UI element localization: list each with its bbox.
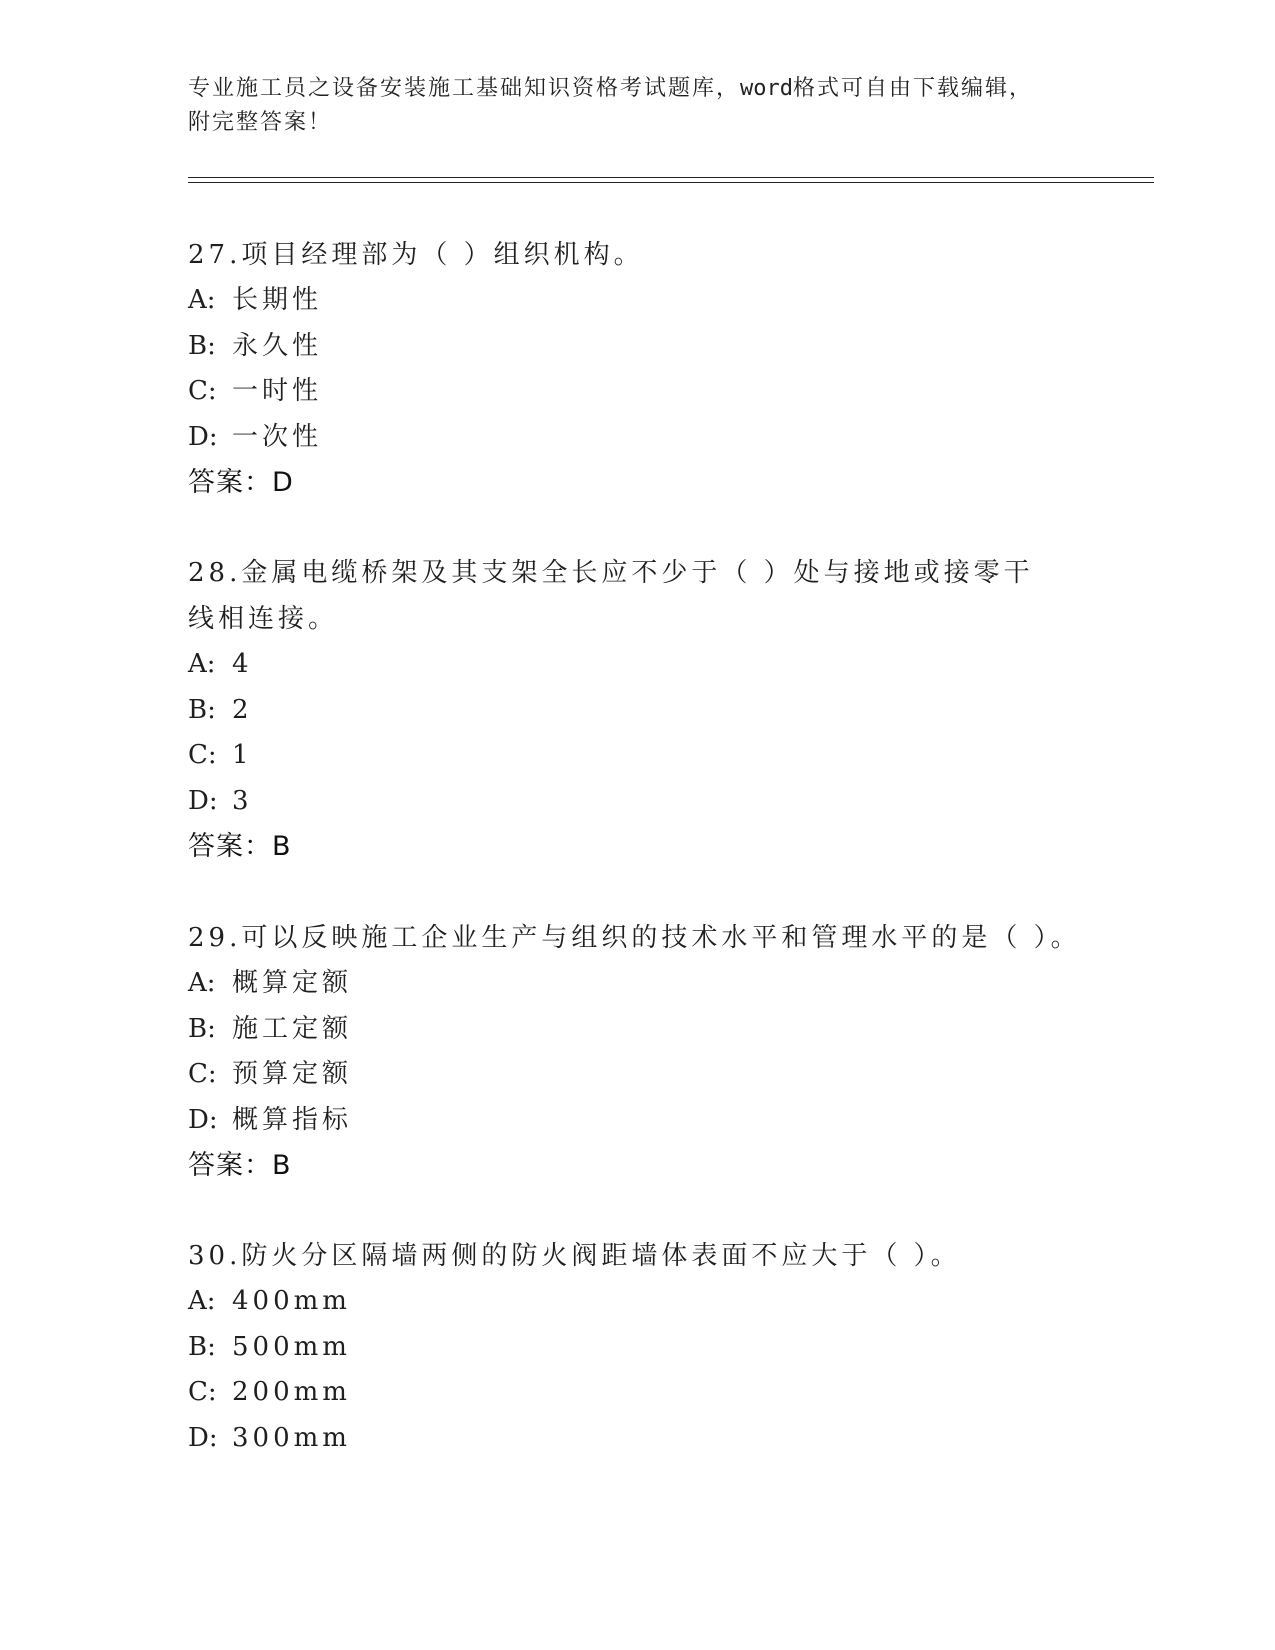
document-header (188, 72, 1068, 140)
option-text: 永久性 (232, 330, 323, 361)
option-a (188, 642, 1088, 688)
option-text: 1 (232, 740, 253, 770)
option-letter: B: (188, 694, 216, 725)
option-text: 200mm (232, 1377, 351, 1407)
question-29 (188, 915, 1088, 1189)
option-letter: D: (188, 421, 218, 452)
option-letter: C: (188, 376, 217, 406)
question-text: 30.防火分区隔墙两侧的防火阀距墙体表面不应大于（ ）。 (188, 1241, 961, 1271)
header-divider-top (188, 177, 1154, 178)
header-line-1 (188, 72, 1068, 106)
option-c (188, 1052, 1088, 1098)
question-28 (188, 550, 1088, 870)
question-text: 29.可以反映施工企业生产与组织的技术水平和管理水平的是（ ）。 (188, 923, 1081, 953)
option-text: 500mm (232, 1331, 351, 1362)
option-letter: A: (188, 649, 216, 679)
option-c (188, 1370, 1088, 1416)
option-text: 300mm (232, 1422, 351, 1453)
question-text: 28.金属电缆桥架及其支架全长应不少于（ ）处与接地或接零干线相连接。 (188, 558, 1034, 634)
option-letter: B: (188, 1013, 216, 1044)
option-d (188, 779, 1088, 825)
option-c (188, 369, 1088, 415)
option-text: 3 (232, 785, 253, 816)
question-30 (188, 1233, 1088, 1461)
answer: 答案：B (188, 1150, 292, 1181)
option-letter: C: (188, 1377, 217, 1407)
header-text-b: 格式可自由下载编辑， (793, 76, 1034, 101)
option-b (188, 1325, 1088, 1371)
option-text: 2 (232, 694, 253, 725)
option-d (188, 1098, 1088, 1144)
option-text: 预算定额 (232, 1059, 353, 1089)
option-letter: D: (188, 1422, 218, 1453)
option-letter: D: (188, 1104, 218, 1135)
option-text: 概算定额 (232, 968, 353, 998)
header-text-word: word (740, 76, 793, 101)
option-c (188, 733, 1088, 779)
option-letter: A: (188, 968, 216, 998)
option-d (188, 1416, 1088, 1462)
option-letter: C: (188, 740, 217, 770)
option-letter: B: (188, 1331, 216, 1362)
option-letter: A: (188, 285, 216, 315)
header-line-2: 附完整答案！ (188, 110, 333, 135)
option-b (188, 1007, 1088, 1053)
option-letter: C: (188, 1059, 217, 1089)
option-text: 施工定额 (232, 1013, 353, 1044)
answer: 答案：D (188, 467, 294, 498)
option-d (188, 415, 1088, 461)
option-text: 长期性 (232, 285, 323, 315)
option-text: 概算指标 (232, 1104, 353, 1135)
option-text: 4 (232, 649, 253, 679)
option-a (188, 278, 1088, 324)
option-text: 一时性 (232, 376, 323, 406)
option-letter: D: (188, 785, 218, 816)
option-text: 400mm (232, 1286, 351, 1316)
option-letter: A: (188, 1286, 216, 1316)
option-b (188, 688, 1088, 734)
option-letter: B: (188, 330, 216, 361)
option-a (188, 961, 1088, 1007)
option-a (188, 1279, 1088, 1325)
header-divider-bottom (188, 182, 1154, 183)
option-b (188, 324, 1088, 370)
question-text: 27.项目经理部为（ ）组织机构。 (188, 240, 644, 270)
option-text: 一次性 (232, 421, 323, 452)
header-text-a: 专业施工员之设备安装施工基础知识资格考试题库， (188, 76, 741, 101)
question-27 (188, 232, 1088, 506)
answer: 答案：B (188, 831, 292, 862)
